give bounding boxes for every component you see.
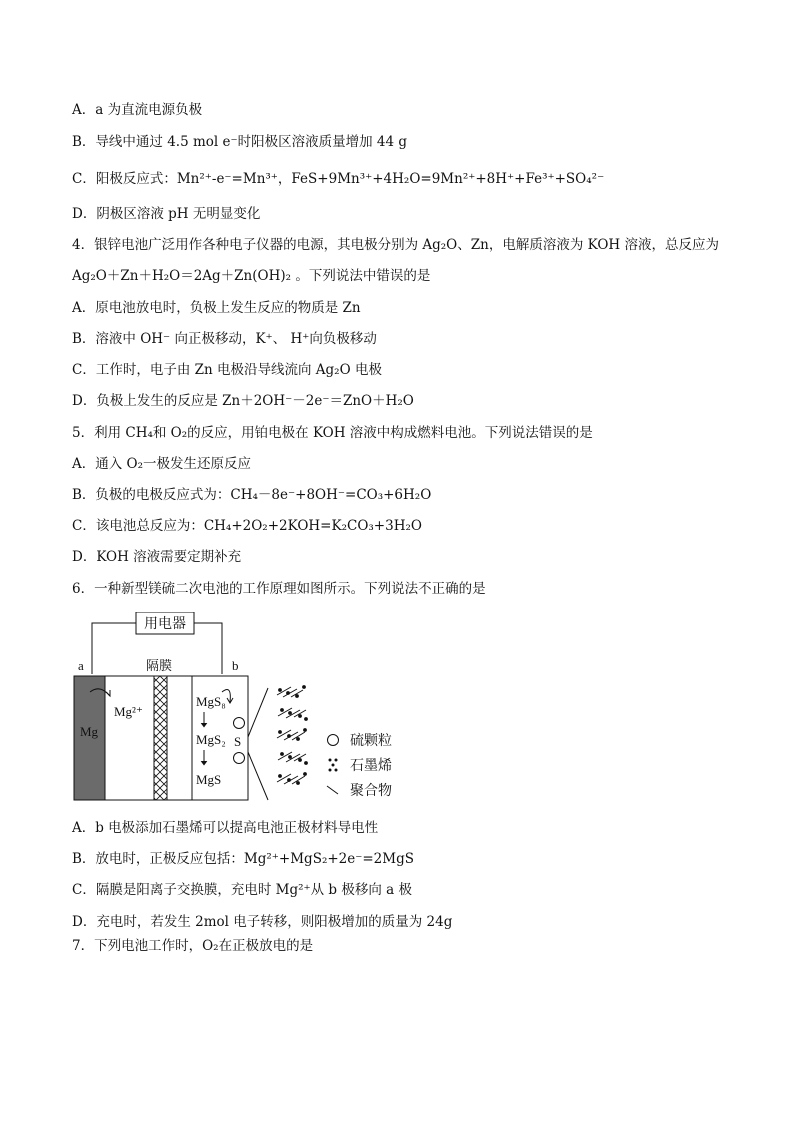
mg-ion-arrowhead [106,690,110,696]
q4-stem-line2: Ag₂O＋Zn＋H₂O＝2Ag＋Zn(OH)₂ 。下列说法中错误的是 [72,268,431,284]
q4-option-c: C．工作时，电子由 Zn 电极沿导线流向 Ag₂O 电极 [72,362,382,378]
q3-option-d: D．阴极区溶液 pH 无明显变化 [72,206,261,222]
q3-option-b: B．导线中通过 4.5 mol e⁻时阳极区溶液质量增加 44 g [72,134,408,150]
composite-structure [277,686,307,785]
q4-option-b: B．溶液中 OH⁻ 向正极移动，K⁺、 H⁺向负极移动 [72,331,377,347]
electrode-b-label: b [232,658,239,673]
device-label: 用电器 [144,617,186,632]
membrane [154,676,167,800]
q6-stem: 6．一种新型镁硫二次电池的工作原理如图所示。下列说法不正确的是 [72,581,486,597]
arrow-mgs2-to-mgs-head [201,761,207,765]
q4-option-d: D．负极上发生的反应是 Zn＋2OH⁻－2e⁻＝ZnO＋H₂O [72,393,414,409]
legend-graphene-icon [329,759,338,772]
q5-option-a: A．通入 O₂一极发生还原反应 [72,456,252,472]
zoom-lines [248,688,268,800]
q4-option-a: A．原电池放电时，负极上发生反应的物质是 Zn [72,300,361,316]
q5-stem: 5．利用 CH₄和 O₂的反应，用铂电极在 KOH 溶液中构成燃料电池。下列说法错误的是 [72,425,593,441]
q6-option-d: D．充电时，若发生 2mol 电子转移，则阳极增加的质量为 24g [72,914,453,930]
mg-ion-label: Mg²⁺ [114,704,143,719]
mgs8-label: MgS₈ [196,694,226,709]
sulfur-particle [234,753,245,764]
legend-polymer-icon [327,786,338,794]
q5-option-d: D．KOH 溶液需要定期补充 [72,549,242,565]
electrode-a-label: a [78,658,84,673]
legend-sulfur-label: 硫颗粒 [350,734,392,749]
mg-label: Mg [79,724,99,739]
sulfur-label: S [234,734,242,749]
q7-stem: 7．下列电池工作时，O₂在正极放电的是 [72,938,314,954]
mgs2-label: MgS₂ [196,732,226,747]
sulfur-particle [234,718,245,729]
q6-option-c: C．隔膜是阳离子交换膜，充电时 Mg²⁺从 b 极移向 a 极 [72,882,412,898]
arrow-mgs8-to-mgs2-head [201,723,207,727]
legend-graphene-label: 石墨烯 [350,759,392,774]
q3-option-a: A．a 为直流电源负极 [72,102,203,118]
legend-polymer-label: 聚合物 [350,784,392,799]
legend-sulfur-icon [328,735,339,746]
mgs-label: MgS [196,772,222,787]
mg-s-battery-diagram [72,612,422,812]
q4-stem-line1: 4．银锌电池广泛用作各种电子仪器的电源，其电极分别为 Ag₂O、Zn，电解质溶液为 KOH 溶液，总反应为 [72,237,719,253]
membrane-label: 隔膜 [145,658,173,673]
q6-option-b: B．放电时，正极反应包括：Mg²⁺+MgS₂+2e⁻=2MgS [72,851,414,867]
q5-option-b: B．负极的电极反应式为：CH₄－8e⁻+8OH⁻=CO₃+6H₂O [72,487,432,503]
q6-option-a: A．b 电极添加石墨烯可以提高电池正极材料导电性 [72,820,379,836]
q3-option-c: C．阳极反应式：Mn²⁺-e⁻=Mn³⁺，FeS+9Mn³⁺+4H₂O=9Mn²⁺+8H⁺+Fe³⁺+SO₄²⁻ [72,171,605,187]
q5-option-c: C．该电池总反应为：CH₄+2O₂+2KOH=K₂CO₃+3H₂O [72,518,422,534]
